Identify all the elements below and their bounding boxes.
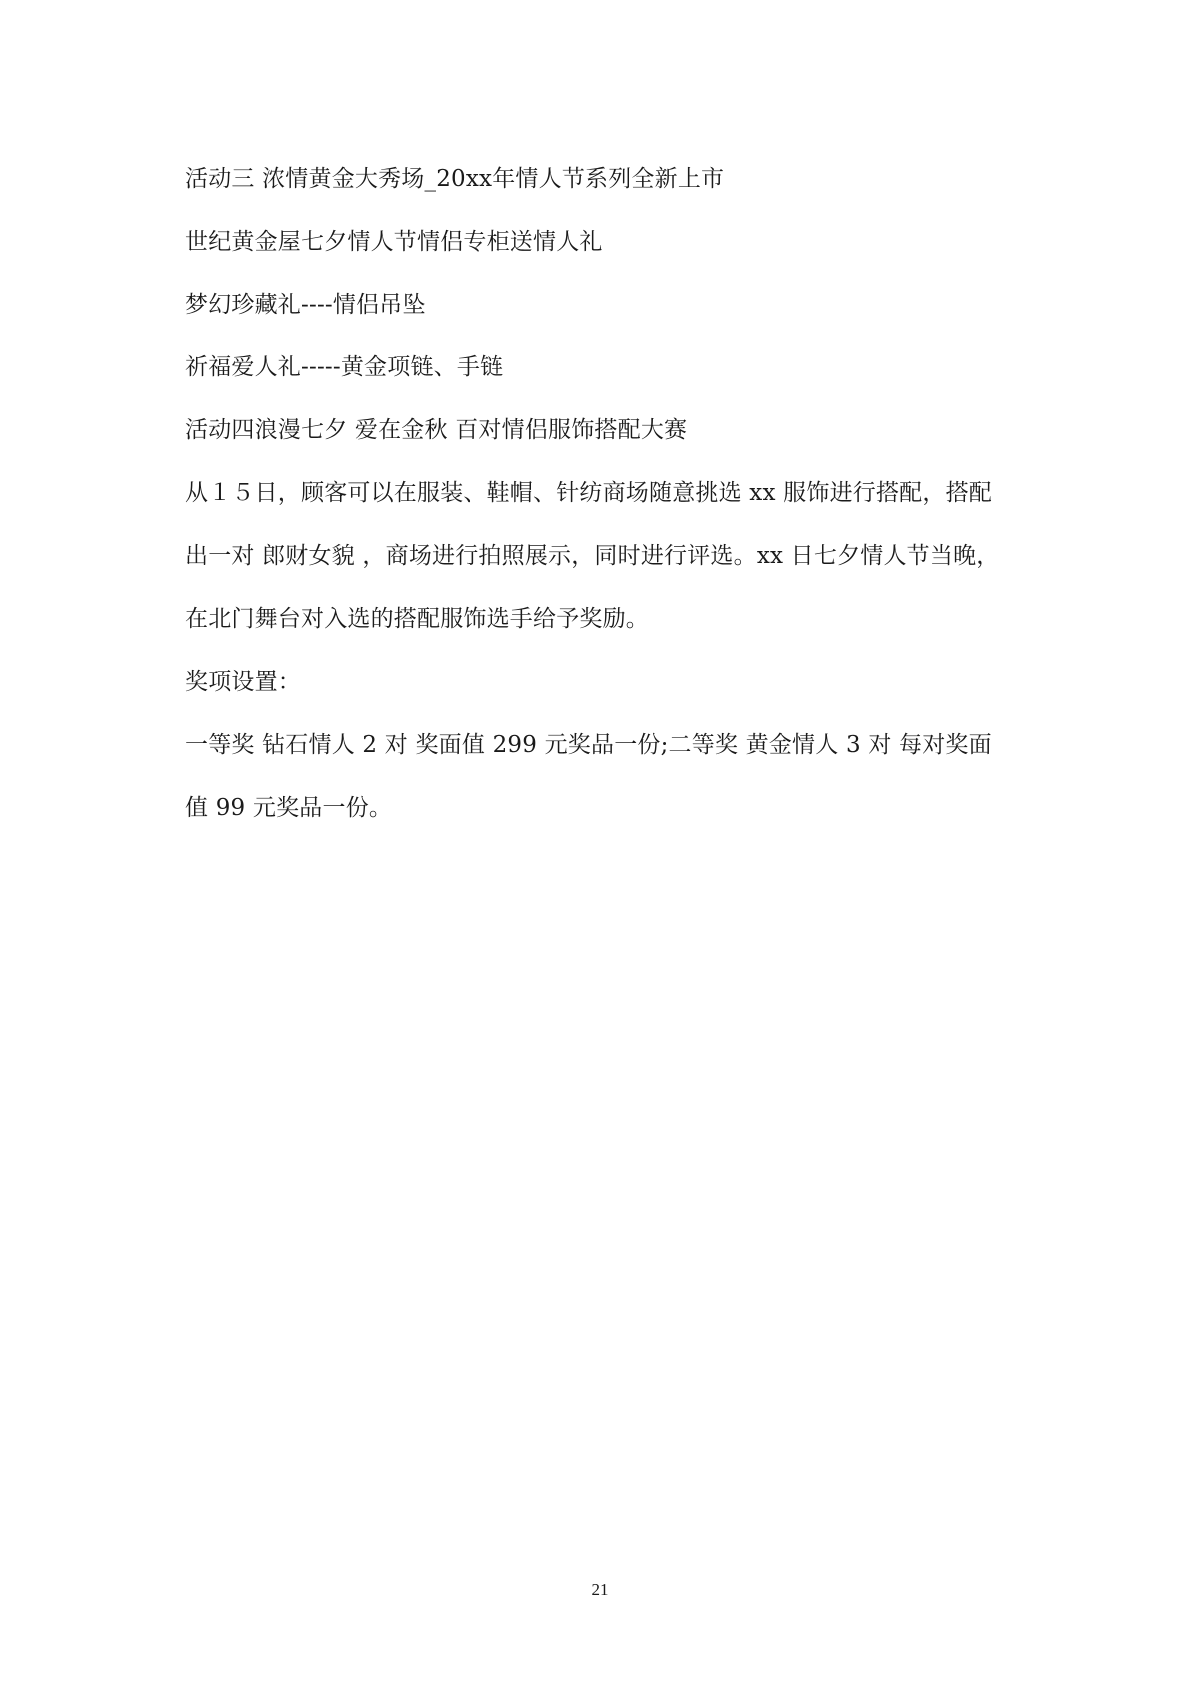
- gift-counter-line: 世纪黄金屋七夕情人节情侣专柜送情人礼: [185, 229, 603, 255]
- awards-heading: 奖项设置：: [185, 669, 301, 695]
- gift-item-necklace: 祈福爱人礼-----黄金项链、手链: [185, 354, 504, 380]
- awards-line-2: 值 99 元奖品一份。: [185, 795, 393, 821]
- gift-item-pendant: 梦幻珍藏礼----情侣吊坠: [185, 292, 426, 318]
- paragraph-line-3: 在北门舞台对入选的搭配服饰选手给予奖励。: [185, 606, 649, 632]
- paragraph-line-1: 从１５日，顾客可以在服装、鞋帽、针纺商场随意挑选 xx 服饰进行搭配，搭配: [185, 480, 992, 506]
- page-number: 21: [591, 1580, 609, 1599]
- awards-line-1: 一等奖 钻石情人 2 对 奖面值 299 元奖品一份;二等奖 黄金情人 3 对 每对奖面: [185, 732, 992, 758]
- activity-four-heading: 活动四浪漫七夕 爱在金秋 百对情侣服饰搭配大赛: [185, 417, 688, 443]
- activity-three-heading: 活动三 浓情黄金大秀场_20xx年情人节系列全新上市: [185, 166, 725, 192]
- paragraph-line-2: 出一对 郎财女貌 ，商场进行拍照展示，同时进行评选。xx 日七夕情人节当晚，: [185, 543, 1000, 569]
